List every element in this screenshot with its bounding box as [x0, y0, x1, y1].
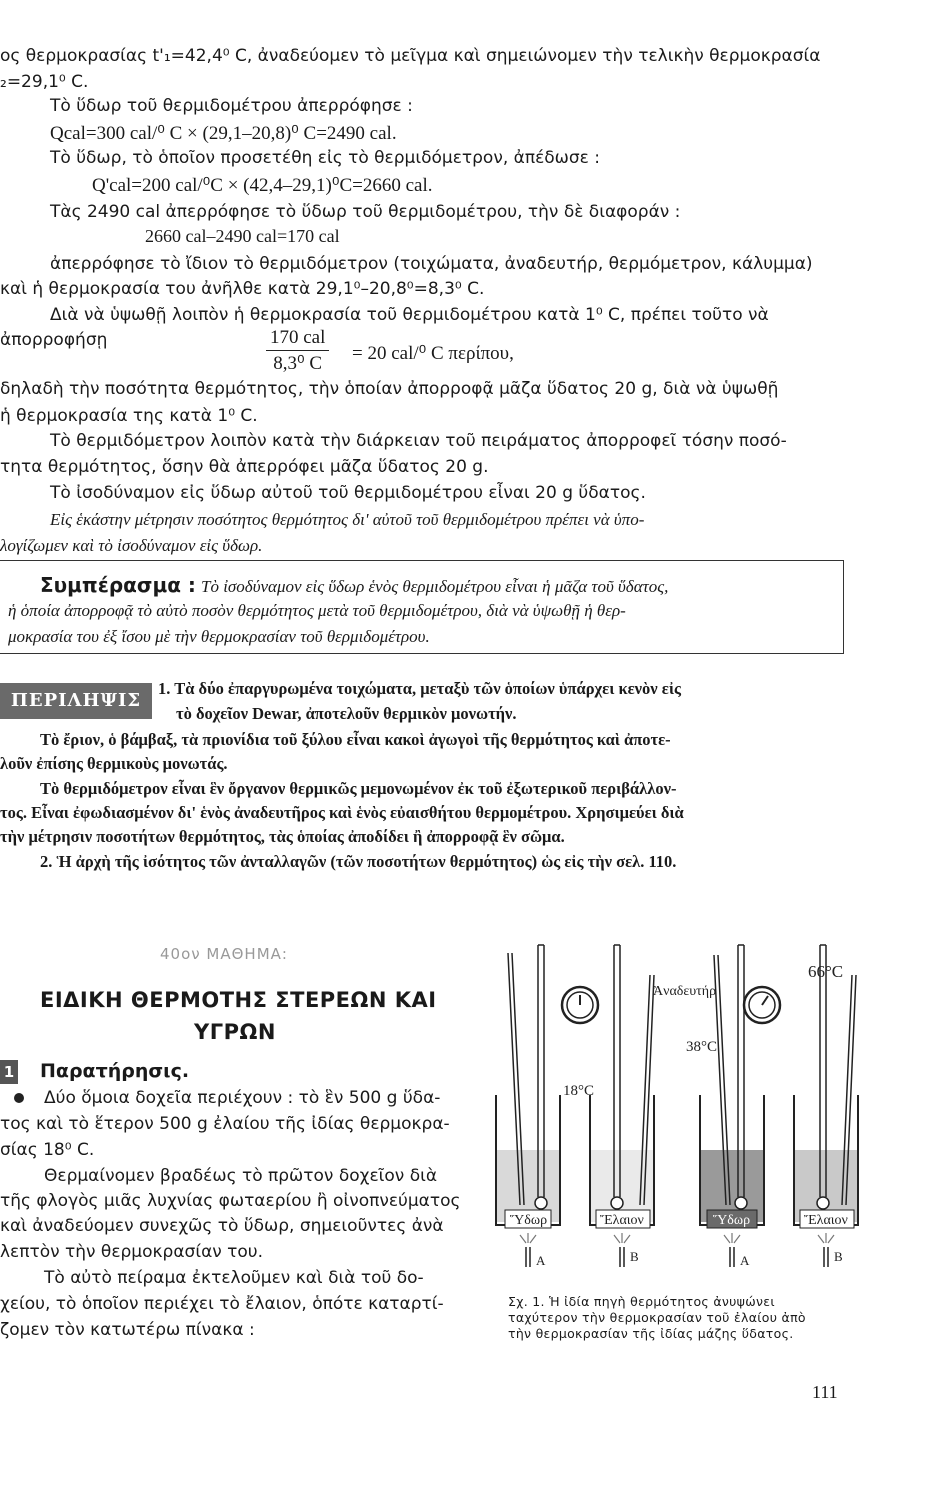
clock-icon	[744, 987, 780, 1023]
page-number: 111	[812, 1382, 838, 1402]
bullet-icon	[14, 1093, 24, 1103]
text-line: Τὸ αὐτὸ πείραμα ἐκτελοῦμεν καὶ διὰ τοῦ δο-	[44, 1268, 424, 1288]
text-line: ζομεν τὸν κατωτέρω πίνακα :	[0, 1320, 255, 1340]
text-line: χείου, τὸ ὁποῖον περιέχει τὸ ἔλαιον, ὁπότε καταρτί-	[0, 1294, 444, 1314]
text-line: καὶ ἀναδεύομεν συνεχῶς τὸ ὕδωρ, σημειοῦντες ἀνὰ	[0, 1216, 444, 1236]
calorimeter-figure	[490, 935, 860, 1275]
text-line: τος καὶ τὸ ἕτερον 500 g ἐλαίου τῆς ἰδίας θερμοκρα-	[0, 1114, 450, 1134]
text-line: τητα θερμότητος, ὅσην θὰ ἀπερρόφει μᾶζα ὕδατος 20 g.	[0, 457, 489, 477]
text-line: ἡ θερμοκρασία της κατὰ 1⁰ C.	[0, 406, 258, 426]
text-line: Δύο ὅμοια δοχεῖα περιέχουν : τὸ ἓν 500 g ὕδα-	[44, 1088, 441, 1108]
text-line: δηλαδὴ τὴν ποσότητα θερμότητος, τὴν ὁποίαν ἀπορροφᾷ μᾶζα ὕδατος 20 g, διὰ νὰ ὑψωθῇ	[0, 379, 779, 399]
summary-line: τὴν μέτρησιν ποσοτήτων θερμότητος, τὰς ὁποίας ἀποδίδει ἢ ἀπορροφᾷ ἓν σῶμα.	[0, 827, 565, 846]
burner-label-a: A	[740, 1253, 750, 1268]
summary-line: Τὸ θερμιδόμετρον εἶναι ἓν ὄργανον θερμικῶς μεμονωμένον ἐκ τοῦ ἐξωτερικοῦ περιβάλλον-	[40, 779, 677, 798]
liquid-label-water: Ὕδωρ	[713, 1213, 751, 1228]
burner-label-b: B	[630, 1249, 639, 1264]
text-line: λεπτὸν τὴν θερμοκρασίαν του.	[0, 1242, 264, 1262]
text-line: Τὸ ἰσοδύναμον εἰς ὕδωρ αὐτοῦ τοῦ θερμιδομέτρου εἶναι 20 g ὕδατος.	[50, 483, 646, 503]
liquid-label-oil: Ἔλαιον	[600, 1213, 644, 1228]
liquid-label-water: Ὕδωρ	[510, 1213, 548, 1228]
stirrer-label: Ἀναδευτήρ	[653, 984, 717, 999]
equation: 2660 cal–2490 cal=170 cal	[145, 226, 340, 246]
equation: = 20 cal/⁰ C περίπου,	[352, 343, 514, 364]
lesson-label: 40ον ΜΑΘΗΜΑ:	[160, 945, 288, 963]
equation: Q'cal=200 cal/⁰C × (42,4–29,1)⁰C=2660 cal.	[92, 175, 433, 196]
section-title: ΥΓΡΩΝ	[194, 1020, 276, 1044]
temp-label-38: 38°C	[686, 1039, 718, 1055]
text-line: ἀπορροφήσῃ	[0, 330, 108, 350]
text-line: Θερμαίνομεν βραδέως τὸ πρῶτον δοχεῖον διὰ	[44, 1166, 438, 1186]
text-line: καὶ ἡ θερμοκρασία του ἀνῆλθε κατὰ 29,1⁰–20,8⁰=8,3⁰ C.	[0, 279, 485, 299]
text-line: ₂=29,1⁰ C.	[0, 72, 89, 92]
text-line: τῆς φλογὸς μιᾶς λυχνίας φωταερίου ἢ οἰνοπνεύματος	[0, 1191, 461, 1211]
equation: Qcal=300 cal/⁰ C × (29,1–20,8)⁰ C=2490 cal.	[50, 123, 397, 144]
fraction-denominator: 8,3⁰ C	[273, 353, 323, 374]
subsection-title: Παρατήρησις.	[40, 1060, 190, 1082]
text-line: Τὸ ὕδωρ τοῦ θερμιδομέτρου ἀπερρόφησε :	[50, 96, 413, 116]
burner-label-a: A	[536, 1253, 546, 1268]
italic-note: λογίζωμεν καὶ τὸ ἰσοδύναμον εἰς ὕδωρ.	[0, 536, 263, 555]
summary-line: 2. Ἡ ἀρχὴ τῆς ἰσότητος τῶν ἀνταλλαγῶν (τῶν ποσοτήτων θερμότητος) ὡς εἰς τὴν σελ. 110.	[40, 852, 677, 871]
summary-line: λοῦν ἐπίσης θερμικοὺς μονωτάς.	[0, 754, 228, 773]
text-line: Τὰς 2490 cal ἀπερρόφησε τὸ ὕδωρ τοῦ θερμιδομέτρου, τὴν δὲ διαφοράν :	[50, 202, 681, 222]
text-line: Διὰ νὰ ὑψωθῇ λοιπὸν ἡ θερμοκρασία τοῦ θερμιδομέτρου κατὰ 1⁰ C, πρέπει τοῦτο νὰ	[50, 305, 769, 325]
text-line: ἀπερρόφησε τὸ ἴδιον τὸ θερμιδόμετρον (τοιχώματα, ἀναδευτήρ, θερμόμετρον, κάλυμμα)	[50, 254, 813, 274]
conclusion-text: ἡ ὁποία ἀπορροφᾷ τὸ αὐτὸ ποσὸν θερμότητος μετὰ τοῦ θερμιδομέτρου, διὰ νὰ ὑψωθῇ ἡ θερ-	[8, 601, 626, 620]
flame-icons	[520, 1233, 834, 1243]
conclusion-first-line	[40, 573, 668, 597]
summary-line: τὸ δοχεῖον Dewar, ἀποτελοῦν θερμικὸν μονωτήν.	[176, 704, 517, 723]
summary-line: 1. Τὰ δύο ἐπαργυρωμένα τοιχώματα, μεταξὺ τῶν ὁποίων ὑπάρχει κενὸν εἰς	[158, 679, 681, 698]
conclusion-text: μοκρασία του ἐξ ἴσου μὲ τὴν θερμοκρασίαν τοῦ θερμιδομέτρου.	[8, 627, 430, 646]
summary-line: Τὸ ἔριον, ὁ βάμβαξ, τὰ πριονίδια τοῦ ξύλου εἶναι κακοὶ ἀγωγοὶ τῆς θερμότητος καὶ ἀποτε-	[40, 730, 671, 749]
figure-caption: ταχύτερον τὴν θερμοκρασίαν τοῦ ἐλαίου ἀπὸ	[508, 1310, 806, 1325]
burners	[526, 1247, 828, 1267]
summary-line: τος. Εἶναι ἐφωδιασμένον δι' ἑνὸς ἀναδευτῆρος καὶ ἑνὸς εὐαισθήτου θερμομέτρου. Χρησιμεύει διὰ	[0, 803, 684, 822]
section-title: ΕΙΔΙΚΗ ΘΕΡΜΟΤΗΣ ΣΤΕΡΕΩΝ ΚΑΙ	[40, 988, 437, 1012]
beaker-water-right	[700, 1095, 764, 1225]
text-line: ος θερμοκρασίας t'₁=42,4⁰ C, ἀναδεύομεν τὸ μεῖγμα καὶ σημειώνομεν τὴν τελικὴν θερμοκρασία	[0, 46, 821, 66]
fraction	[266, 327, 329, 375]
summary-label: ΠΕΡΙΛΗΨΙΣ	[0, 683, 152, 719]
conclusion-text: Τὸ ἰσοδύναμον εἰς ὕδωρ ἑνὸς θερμιδομέτρου εἶναι ἡ μᾶζα τοῦ ὕδατος,	[200, 577, 669, 596]
beaker-water-left	[496, 1095, 560, 1225]
temp-label-66: 66°C	[808, 962, 844, 981]
text-line: Τὸ θερμιδόμετρον λοιπὸν κατὰ τὴν διάρκειαν τοῦ πειράματος ἀπορροφεῖ τόσην ποσό-	[50, 431, 787, 451]
figure-caption: τὴν θερμοκρασίαν τῆς ἰδίας μάζης ὕδατος.	[508, 1326, 794, 1341]
fraction-numerator: 170 cal	[266, 327, 329, 351]
text-line: Τὸ ὕδωρ, τὸ ὁποῖον προσετέθη εἰς τὸ θερμιδόμετρον, ἀπέδωσε :	[50, 148, 600, 168]
figure-caption: Σχ. 1. Ἡ ἰδία πηγὴ θερμότητος ἀνυψώνει	[508, 1294, 775, 1309]
liquid-label-oil: Ἔλαιον	[804, 1213, 848, 1228]
conclusion-label: Συμπέρασμα :	[40, 573, 196, 597]
italic-note: Εἰς ἑκάστην μέτρησιν ποσότητος θερμότητος δι' αὐτοῦ τοῦ θερμιδομέτρου πρέπει νὰ ὑπο-	[50, 510, 645, 529]
section-number: 1	[0, 1060, 18, 1084]
temp-label-18: 18°C	[563, 1083, 595, 1099]
burner-label-b: B	[834, 1249, 843, 1264]
clock-icon	[562, 987, 598, 1023]
text-line: σίας 18⁰ C.	[0, 1140, 95, 1160]
